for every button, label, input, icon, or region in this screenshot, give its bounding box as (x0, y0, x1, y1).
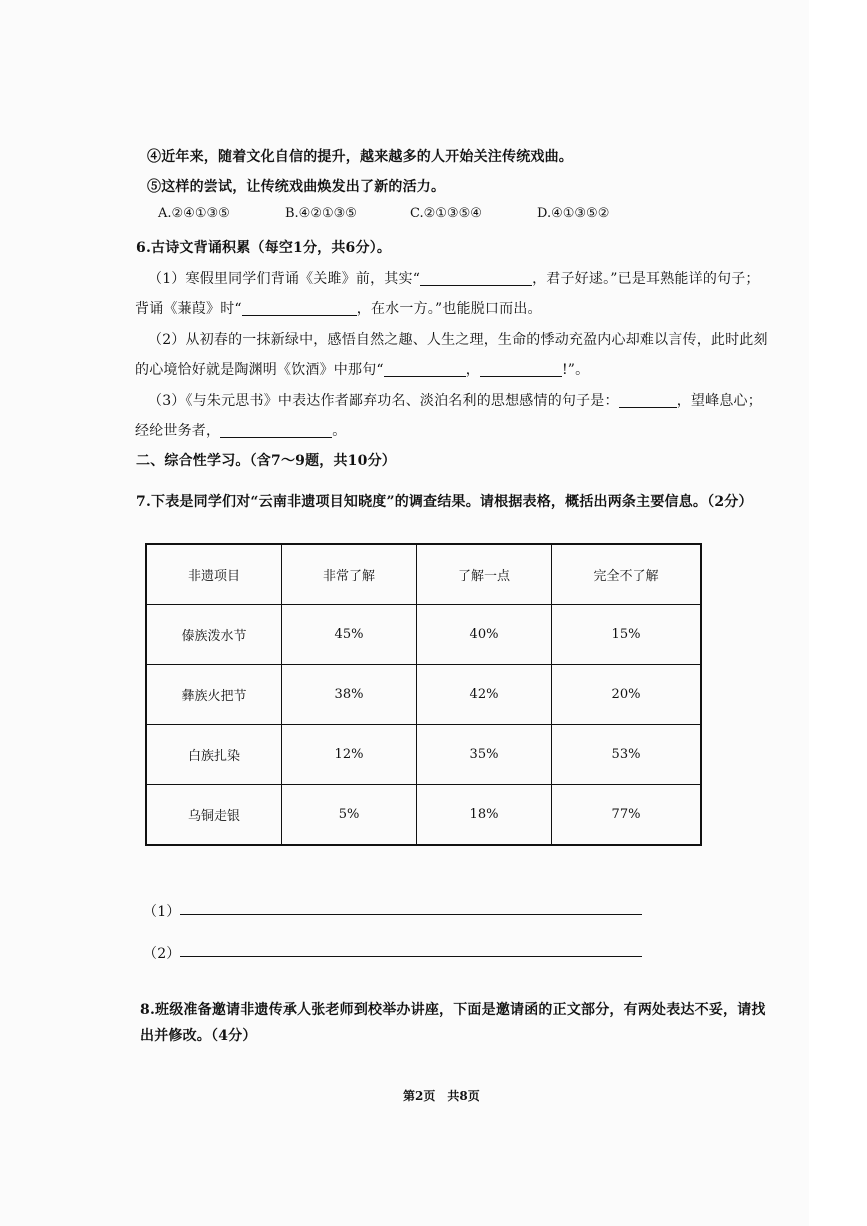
table-cell: 77% (552, 785, 702, 845)
table-cell: 彝族火把节 (146, 664, 282, 724)
answer-line-2[interactable] (180, 956, 642, 957)
blank-jianjia[interactable] (242, 301, 357, 316)
q6-p1-text-c: 背诵《蒹葭》时“ (135, 301, 242, 317)
table-header-cell: 非常了解 (282, 544, 417, 604)
q6-p3-text-b: ，望峰息心； (676, 393, 762, 409)
blank-guanju[interactable] (420, 271, 532, 286)
q6-p1-text-d: ，在水一方。”也能脱口而出。 (356, 301, 542, 317)
q6-p2-text-c: ， (465, 362, 480, 378)
q7-heading: 7.下表是同学们对“云南非遗项目知晓度”的调查结果。请根据表格，概括出两条主要信息。（2分） (136, 494, 753, 510)
table-header-cell: 非遗项目 (146, 544, 282, 604)
q6-heading: 6.古诗文背诵积累（每空1分，共6分）。 (136, 240, 392, 256)
blank-zhuyuansi-1[interactable] (619, 393, 677, 408)
q6-part1-line1 (148, 268, 760, 288)
table-cell: 5% (282, 785, 417, 845)
table-row (146, 664, 701, 724)
blank-zhuyuansi-2[interactable] (220, 423, 332, 438)
section-2-heading: 二、综合性学习。（含7～9题，共10分） (136, 453, 396, 469)
table-cell: 白族扎染 (146, 725, 282, 785)
q6-p1-text-a: （1）寒假里同学们背诵《关雎》前，其实“ (148, 271, 421, 287)
table-row (146, 604, 701, 664)
option-d: D.④①③⑤② (537, 206, 610, 221)
table-cell: 38% (282, 664, 417, 724)
table-cell: 42% (417, 664, 552, 724)
answer-label-1: （1） (143, 904, 181, 920)
table-cell: 45% (282, 604, 417, 664)
table-cell: 40% (417, 604, 552, 664)
q6-part2-line1: （2）从初春的一抹新绿中，感悟自然之趣、人生之理，生命的悸动充盈内心却难以言传，此时此刻 (148, 332, 768, 348)
q6-p1-text-b: ，君子好逑。”已是耳熟能详的句子； (532, 271, 760, 287)
q6-p3-text-a: （3）《与朱元思书》中表达作者鄙弃功名、淡泊名利的思想感情的句子是： (148, 393, 619, 409)
table-cell: 20% (552, 664, 702, 724)
table-header-row (146, 544, 701, 604)
table-row (146, 725, 701, 785)
q6-p2-text-b: 的心境恰好就是陶渊明《饮酒》中那句“ (135, 362, 384, 378)
blank-yinjiu-2[interactable] (480, 362, 562, 377)
table-cell: 傣族泼水节 (146, 604, 282, 664)
q6-p2-text-d: !”。 (561, 362, 590, 378)
answer-label-2: （2） (143, 946, 181, 962)
q8-line1: 8.班级准备邀请非遗传承人张老师到校举办讲座，下面是邀请函的正文部分，有两处表达不妥，请找 (140, 1002, 766, 1018)
q6-p3-text-c: 经纶世务者， (135, 423, 221, 439)
table-cell: 15% (552, 604, 702, 664)
q6-part3-line2 (135, 420, 346, 440)
option-a: A.②④①③⑤ (158, 206, 230, 221)
q8-line2: 出并修改。（4分） (140, 1028, 257, 1044)
blank-yinjiu-1[interactable] (384, 362, 466, 377)
table-row (146, 785, 701, 845)
q6-part1-line2 (135, 298, 542, 318)
table-header-cell: 了解一点 (417, 544, 552, 604)
sentence-5: ⑤这样的尝试，让传统戏曲焕发出了新的活力。 (147, 179, 446, 195)
scan-margin (809, 0, 867, 1226)
table-cell: 53% (552, 725, 702, 785)
table-cell: 35% (417, 725, 552, 785)
sentence-4: ④近年来，随着文化自信的提升，越来越多的人开始关注传统戏曲。 (147, 149, 573, 165)
table-header-cell: 完全不了解 (552, 544, 702, 604)
survey-table (145, 543, 702, 846)
answer-line-1[interactable] (180, 914, 642, 915)
table-cell: 18% (417, 785, 552, 845)
option-b: B.④②①③⑤ (285, 206, 357, 221)
table-cell: 乌铜走银 (146, 785, 282, 845)
page-footer: 第2页 共8页 (403, 1089, 480, 1103)
option-c: C.②①③⑤④ (410, 206, 482, 221)
q6-p3-text-d: 。 (332, 423, 347, 439)
q6-part3-line1 (148, 390, 762, 410)
q6-part2-line2 (135, 359, 589, 379)
table-cell: 12% (282, 725, 417, 785)
